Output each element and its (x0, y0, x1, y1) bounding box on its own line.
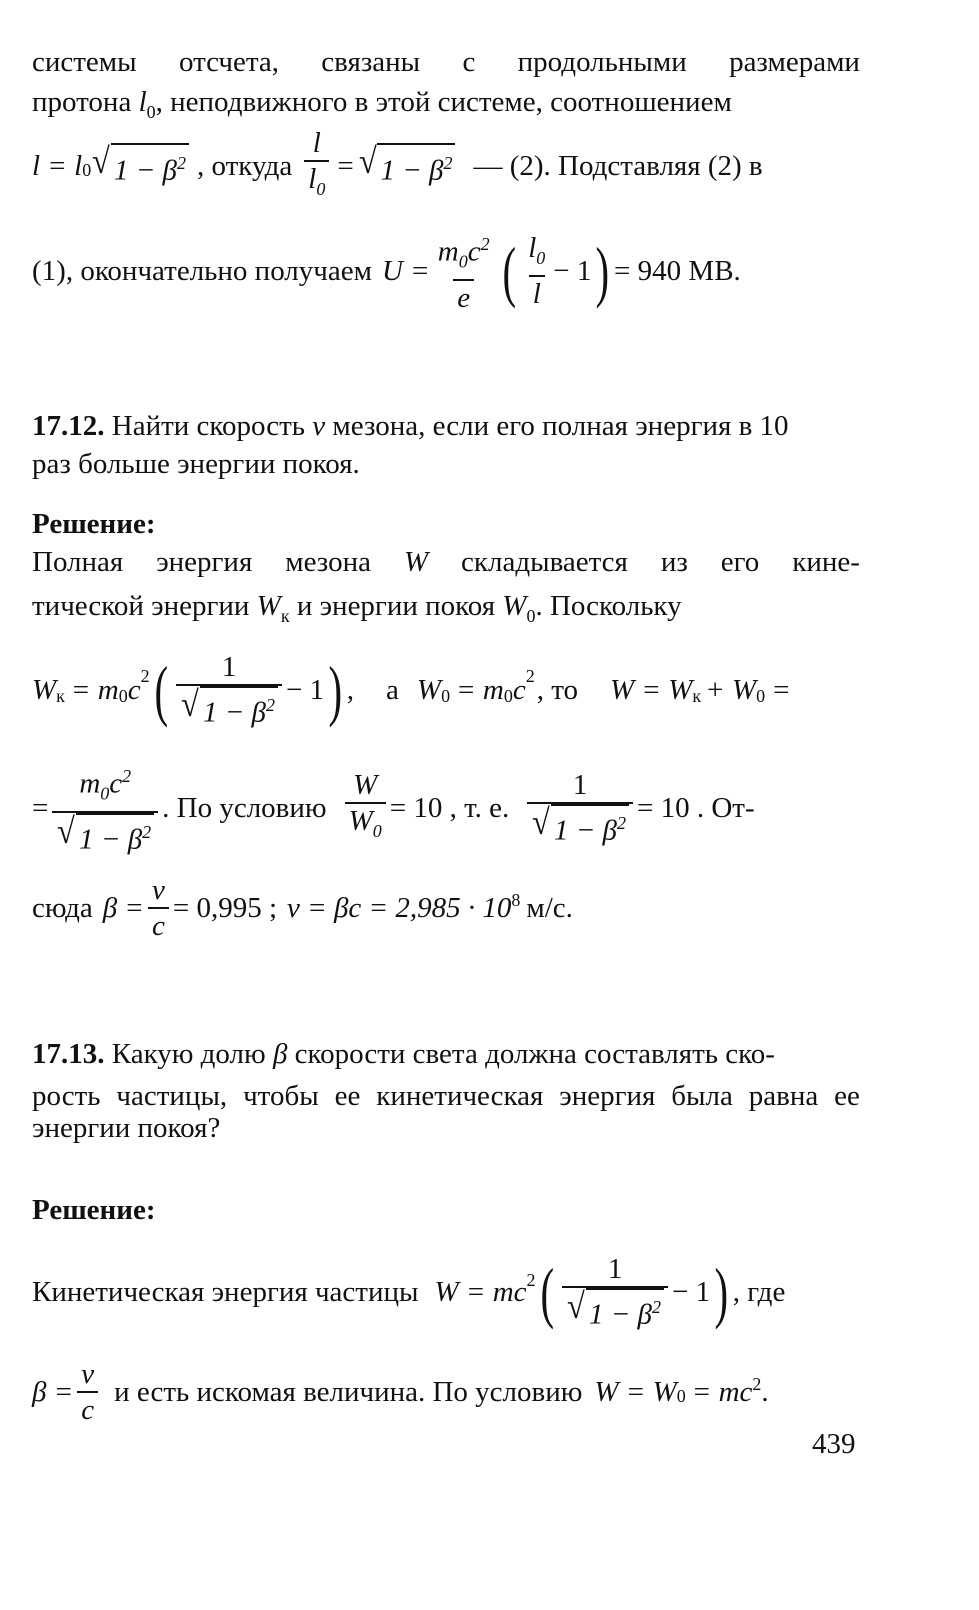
text-fragment: . Поскольку (535, 590, 682, 622)
math-symbol: l (138, 86, 147, 118)
radical-sign: √ (532, 802, 550, 843)
sqrt-expression (566, 1288, 664, 1332)
fraction-denominator (176, 684, 282, 730)
fraction-1-over-sqrt (562, 1252, 668, 1332)
math-symbol: W (502, 590, 527, 622)
equals-sign: = (32, 792, 49, 824)
text-fragment: (1), окончательно получаем (32, 255, 372, 287)
word: частицы, (116, 1080, 228, 1112)
subscript: 0 (536, 247, 546, 268)
text-fragment: , откуда (196, 150, 293, 182)
solution-17-12-line-1 (32, 544, 860, 580)
radical-sign: √ (567, 1286, 585, 1327)
math-expression: − 1 (553, 255, 592, 287)
math-expression: − 1 (671, 1276, 711, 1308)
math-symbol: W (416, 674, 442, 706)
word: была (671, 1080, 733, 1112)
superscript: 2 (752, 1374, 762, 1394)
sqrt-argument (586, 1288, 664, 1332)
math-symbol: v (312, 410, 326, 442)
word: с (462, 46, 476, 78)
math-expression: v = βc = 2,985 · 10 (287, 892, 512, 924)
right-paren: ) (328, 652, 343, 728)
left-paren: ( (502, 233, 516, 309)
text-fragment: = 10 . От- (637, 792, 755, 824)
superscript: 2 (142, 821, 152, 842)
sqrt-argument (76, 813, 154, 857)
numerator-text: m (437, 235, 459, 268)
numerator-text: l (528, 232, 537, 265)
fraction-denominator: c (148, 907, 169, 943)
heading-text: Решение: (32, 1194, 156, 1226)
fraction-numerator: 1 (572, 769, 588, 802)
math-expression: l = l (32, 150, 83, 182)
subscript: 0 (756, 686, 766, 706)
sqrt-text: 1 − β (588, 1298, 652, 1331)
result-text: = 940 МВ. (614, 255, 741, 287)
word: ее (334, 1080, 361, 1112)
math-symbol: W (403, 546, 429, 578)
subscript: 0 (676, 1386, 686, 1406)
word: продольными (517, 46, 687, 78)
fraction-numerator: l (312, 127, 321, 160)
fraction-l0-over-l (524, 231, 549, 311)
solution-heading-17-13 (32, 1192, 860, 1228)
text-fragment: = 10 , т. е. (389, 792, 510, 824)
text-fragment: Какую долю (111, 1038, 266, 1070)
problem-number: 17.12. (32, 410, 105, 442)
heading-text: Решение: (32, 508, 156, 540)
equation-line-condition (32, 1356, 860, 1428)
problem-17-13-line-1 (32, 1036, 860, 1072)
text-fragment: сюда (32, 892, 93, 924)
fraction-denominator: l (529, 275, 545, 311)
fraction-W-over-W0 (345, 768, 386, 848)
fraction-1-over-sqrt (527, 768, 633, 848)
sqrt-argument (551, 804, 629, 848)
math-expression: W = mc (434, 1276, 527, 1308)
superscript: 2 (176, 153, 186, 174)
math-symbol: β (272, 1038, 288, 1070)
math-expression: β = (102, 892, 144, 924)
text-fragment: мезона, если его полная энергия в 10 (332, 410, 789, 442)
equals-sign: = (337, 150, 354, 182)
sqrt-text: 1 − β (553, 814, 617, 847)
math-expression: + W (705, 674, 757, 706)
subscript: 0 (100, 783, 110, 804)
superscript: 2 (140, 666, 150, 686)
word: из (660, 546, 688, 578)
right-paren: ) (595, 233, 610, 309)
subscript: 0 (458, 251, 468, 272)
word: кинетическая (376, 1080, 544, 1112)
superscript: 2 (443, 153, 453, 174)
equation-line-kinetic (32, 636, 860, 744)
text-fragment: энергии покоя? (32, 1112, 221, 1144)
math-expression: β = (32, 1376, 74, 1408)
sqrt-text: 1 − β (79, 823, 143, 856)
superscript: 2 (526, 1270, 536, 1290)
fraction-numerator (75, 759, 135, 810)
word: мезона (285, 546, 371, 578)
superscript: 2 (617, 813, 626, 834)
word: системы (32, 46, 137, 78)
punctuation: , (346, 674, 355, 706)
word: равна (748, 1080, 819, 1112)
text-fragment: Найти скорость (111, 410, 306, 442)
math-expression: = m (70, 674, 119, 706)
problem-17-13-line-2 (32, 1078, 860, 1114)
subscript: к (280, 605, 290, 626)
fraction-denominator: e (453, 279, 474, 315)
fraction-numerator: v (151, 874, 165, 906)
radical-sign: √ (358, 141, 377, 182)
word: энергия (156, 546, 253, 578)
sqrt-text: 1 − β (380, 154, 444, 187)
word: кине- (792, 546, 860, 578)
math-expression: = mc (691, 1376, 753, 1408)
numerator-text: m (79, 768, 101, 801)
subscript: 0 (526, 605, 536, 626)
superscript: 2 (480, 234, 490, 255)
text-fragment: и есть искомая величина. По условию (114, 1376, 583, 1408)
text-line-1 (32, 44, 860, 80)
math-expression: W = W (594, 1376, 677, 1408)
text-fragment: тической энергии (32, 590, 250, 622)
fraction-v-over-c (77, 1357, 98, 1427)
word: связаны (321, 46, 421, 78)
numerator-text: c (467, 235, 481, 268)
math-symbol: c (512, 674, 526, 706)
math-expression: − 1 (286, 674, 325, 706)
radical-sign: √ (57, 810, 76, 851)
fraction-numerator (434, 227, 494, 278)
fraction-denominator (527, 802, 633, 848)
fraction-v-over-c (148, 873, 169, 943)
page-number: 439 (812, 1428, 856, 1460)
text-fragment: — (2). Подставляя (2) в (473, 150, 763, 182)
text-fragment: , неподвижного в этой системе, соотношением (155, 86, 732, 118)
subscript: к (56, 686, 65, 706)
math-symbol: W (32, 674, 57, 706)
text-fragment: протона (32, 86, 132, 118)
word: Полная (32, 546, 124, 578)
sqrt-text: 1 − β (113, 154, 177, 187)
subscript: 0 (441, 686, 451, 706)
text-fragment: и энергии покоя (296, 590, 496, 622)
problem-17-12-line-2 (32, 446, 860, 482)
superscript: 2 (525, 666, 535, 686)
text-fragment: раз больше энергии покоя. (32, 448, 360, 480)
equals-sign: = (773, 674, 790, 706)
subscript: к (692, 686, 702, 706)
unit-text: м/с. (526, 892, 573, 924)
fraction-numerator: v (81, 1358, 95, 1390)
sqrt-argument (377, 143, 455, 189)
word: рость (32, 1080, 101, 1112)
fraction-numerator: 1 (607, 1253, 623, 1286)
fraction-m0c2-over-sqrt (52, 759, 158, 856)
word: энергия (559, 1080, 656, 1112)
fraction-1-over-sqrt (176, 650, 282, 730)
left-paren: ( (154, 652, 168, 728)
fraction-numerator (524, 231, 549, 275)
equation-line-total-energy (32, 760, 860, 856)
equation-line-final (32, 228, 860, 314)
problem-17-13-line-3 (32, 1110, 860, 1146)
text-fragment: = 0,995 ; (172, 892, 278, 924)
sqrt-expression (531, 804, 629, 848)
sqrt-expression (91, 143, 189, 189)
word: ее (834, 1080, 860, 1112)
left-paren: ( (540, 1254, 554, 1330)
text-fragment: . По условию (162, 792, 327, 824)
math-expression: U = (381, 255, 430, 287)
text-fragment: , то (536, 674, 578, 706)
superscript: 2 (122, 766, 132, 787)
text-fragment: а (386, 674, 399, 706)
word: складывается (461, 546, 628, 578)
superscript: 8 (511, 890, 521, 910)
equation-line-length (32, 127, 860, 202)
fraction-m0c2-over-e (434, 227, 494, 314)
punctuation: . (761, 1376, 769, 1408)
equation-line-kinetic-2 (32, 1240, 860, 1344)
fraction-denominator (304, 160, 329, 206)
subscript: 0 (146, 101, 156, 122)
fraction-denominator (345, 802, 386, 848)
fraction-denominator (52, 811, 158, 857)
solution-17-12-line-2 (32, 588, 860, 634)
solution-heading-17-12 (32, 506, 860, 542)
denominator-text: l (308, 163, 317, 196)
subscript: 0 (372, 820, 382, 841)
fraction-denominator (562, 1286, 668, 1332)
text-fragment: , где (732, 1276, 786, 1308)
sqrt-expression (180, 686, 278, 730)
sqrt-argument (200, 686, 278, 730)
math-expression: W = W (610, 674, 693, 706)
text-line-2 (32, 84, 860, 130)
sqrt-argument (111, 143, 189, 189)
sqrt-text: 1 − β (202, 696, 266, 729)
subscript: 0 (82, 160, 92, 180)
math-expression: = m (456, 674, 504, 706)
fraction-denominator: c (77, 1391, 98, 1427)
right-paren: ) (714, 1254, 729, 1330)
math-symbol: c (127, 674, 141, 706)
text-fragment: Кинетическая энергия частицы (32, 1276, 419, 1308)
equation-line-beta (32, 872, 860, 944)
radical-sign: √ (181, 684, 199, 725)
superscript: 2 (651, 1297, 661, 1318)
fraction-numerator: W (353, 769, 378, 802)
math-symbol: W (256, 590, 281, 622)
fraction-numerator: 1 (221, 651, 237, 684)
text-fragment: скорости света должна составлять ско- (294, 1038, 775, 1070)
word: чтобы (243, 1080, 319, 1112)
problem-number: 17.13. (32, 1038, 105, 1070)
sqrt-expression (358, 143, 456, 189)
superscript: 2 (266, 695, 275, 716)
fraction-l-over-l0 (304, 126, 329, 206)
word: размерами (729, 46, 860, 78)
word: его (720, 546, 760, 578)
radical-sign: √ (92, 141, 110, 182)
word: отсчета, (178, 46, 279, 78)
numerator-text: c (109, 768, 123, 801)
sqrt-expression (56, 810, 154, 857)
denominator-text: W (348, 805, 373, 838)
problem-17-12-line-1 (32, 408, 860, 444)
subscript: 0 (503, 686, 513, 706)
subscript: 0 (316, 178, 326, 199)
subscript: 0 (118, 686, 128, 706)
